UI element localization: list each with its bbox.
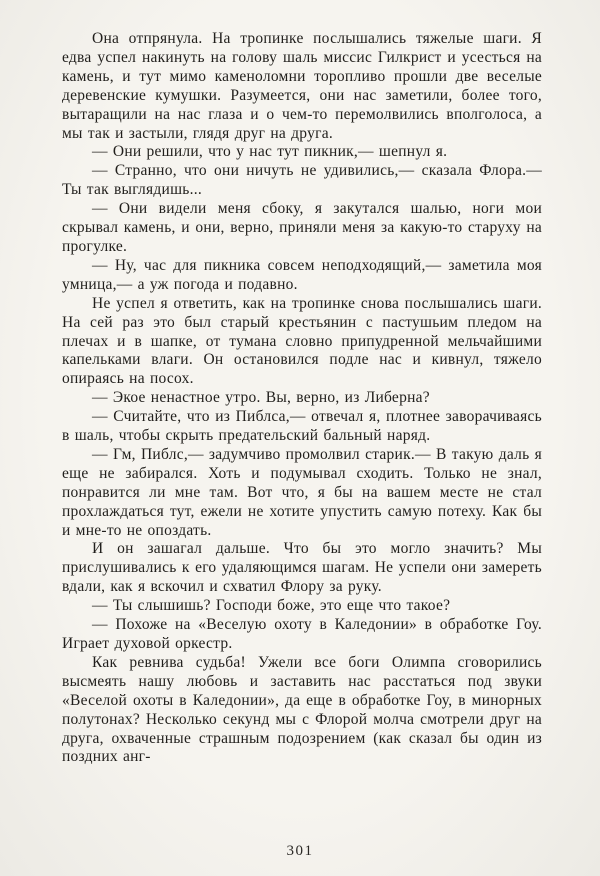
paragraph: Она отпрянула. На тропинке послышались тяжелые шаги. Я едва успел накинуть на голову шаль миссис Гилкрист и усесться на камень, и тут мимо каменоломни торопливо прошли две веселые деревенские кумушки. Разумеется, они нас заметили, более того, вытаращили на нас глаза и о чем-то перемолвились вполголоса, а мы так и застыли, глядя друг на друга. bbox=[62, 30, 542, 142]
paragraph: Как ревнива судьба! Ужели все боги Олимпа сговорились высмеять нашу любовь и заставить нас расстаться под звуки «Веселой охоты в Каледонии», да еще в обработке Гоу, в минорных полутонах? Несколько секунд мы с Флорой молча смотрели друг на друга, охваченные страшным подозрением (как сказал бы один из поздних анг- bbox=[62, 653, 542, 766]
paragraph: И он зашагал дальше. Что бы это могло значить? Мы прислушивались к его удаляющимся шагам. Не успели они замереть вдали, как я вскочил и схватил Флору за руку. bbox=[62, 540, 542, 596]
paragraph: — Гм, Пиблс,— задумчиво промолвил старик.— В такую даль я еще не забирался. Хоть и подумывал сходить. Только не знал, понравится ли мне там. Вот что, я бы на вашем месте не стал прохлаждаться тут, ежели не хотите упустить самую потеху. Как бы и мне-то не опоздать. bbox=[62, 445, 542, 539]
page-number: 301 bbox=[286, 843, 314, 859]
paragraph: — Экое ненастное утро. Вы, верно, из Либерна? bbox=[92, 389, 430, 407]
paragraph: — Считайте, что из Пиблса,— отвечал я, плотнее заворачиваясь в шаль, чтобы скрыть предательский бальный наряд. bbox=[62, 408, 542, 445]
paragraph: — Ты слышишь? Господи боже, это еще что такое? bbox=[92, 597, 451, 615]
paragraph: — Они видели меня сбоку, я закутался шалью, ноги мои скрывал камень, и они, верно, приняли меня за какую-то старуху на прогулке. bbox=[62, 200, 542, 255]
paragraph: — Похоже на «Веселую охоту в Каледонии» в обработке Гоу. Играет духовой оркестр. bbox=[62, 616, 542, 652]
paragraph: — Ну, час для пикника совсем неподходящий,— заметила моя умница,— а уж погода и подавно. bbox=[62, 256, 542, 293]
paragraph: Не успел я ответить, как на тропинке снова послышались шаги. На сей раз это был старый крестьянин с пастушьим пледом на плечах и в шапке, от тумана словно припудренной мельчайшими капельками влаги. Он остановился подле нас и кивнул, тяжело опираясь на посох. bbox=[62, 294, 542, 388]
page-text bbox=[62, 30, 542, 767]
paragraph: — Странно, что они ничуть не удивились,— сказала Флора.— Ты так выглядишь... bbox=[62, 162, 542, 199]
paragraph: — Они решили, что у нас тут пикник,— шепнул я. bbox=[92, 143, 448, 161]
